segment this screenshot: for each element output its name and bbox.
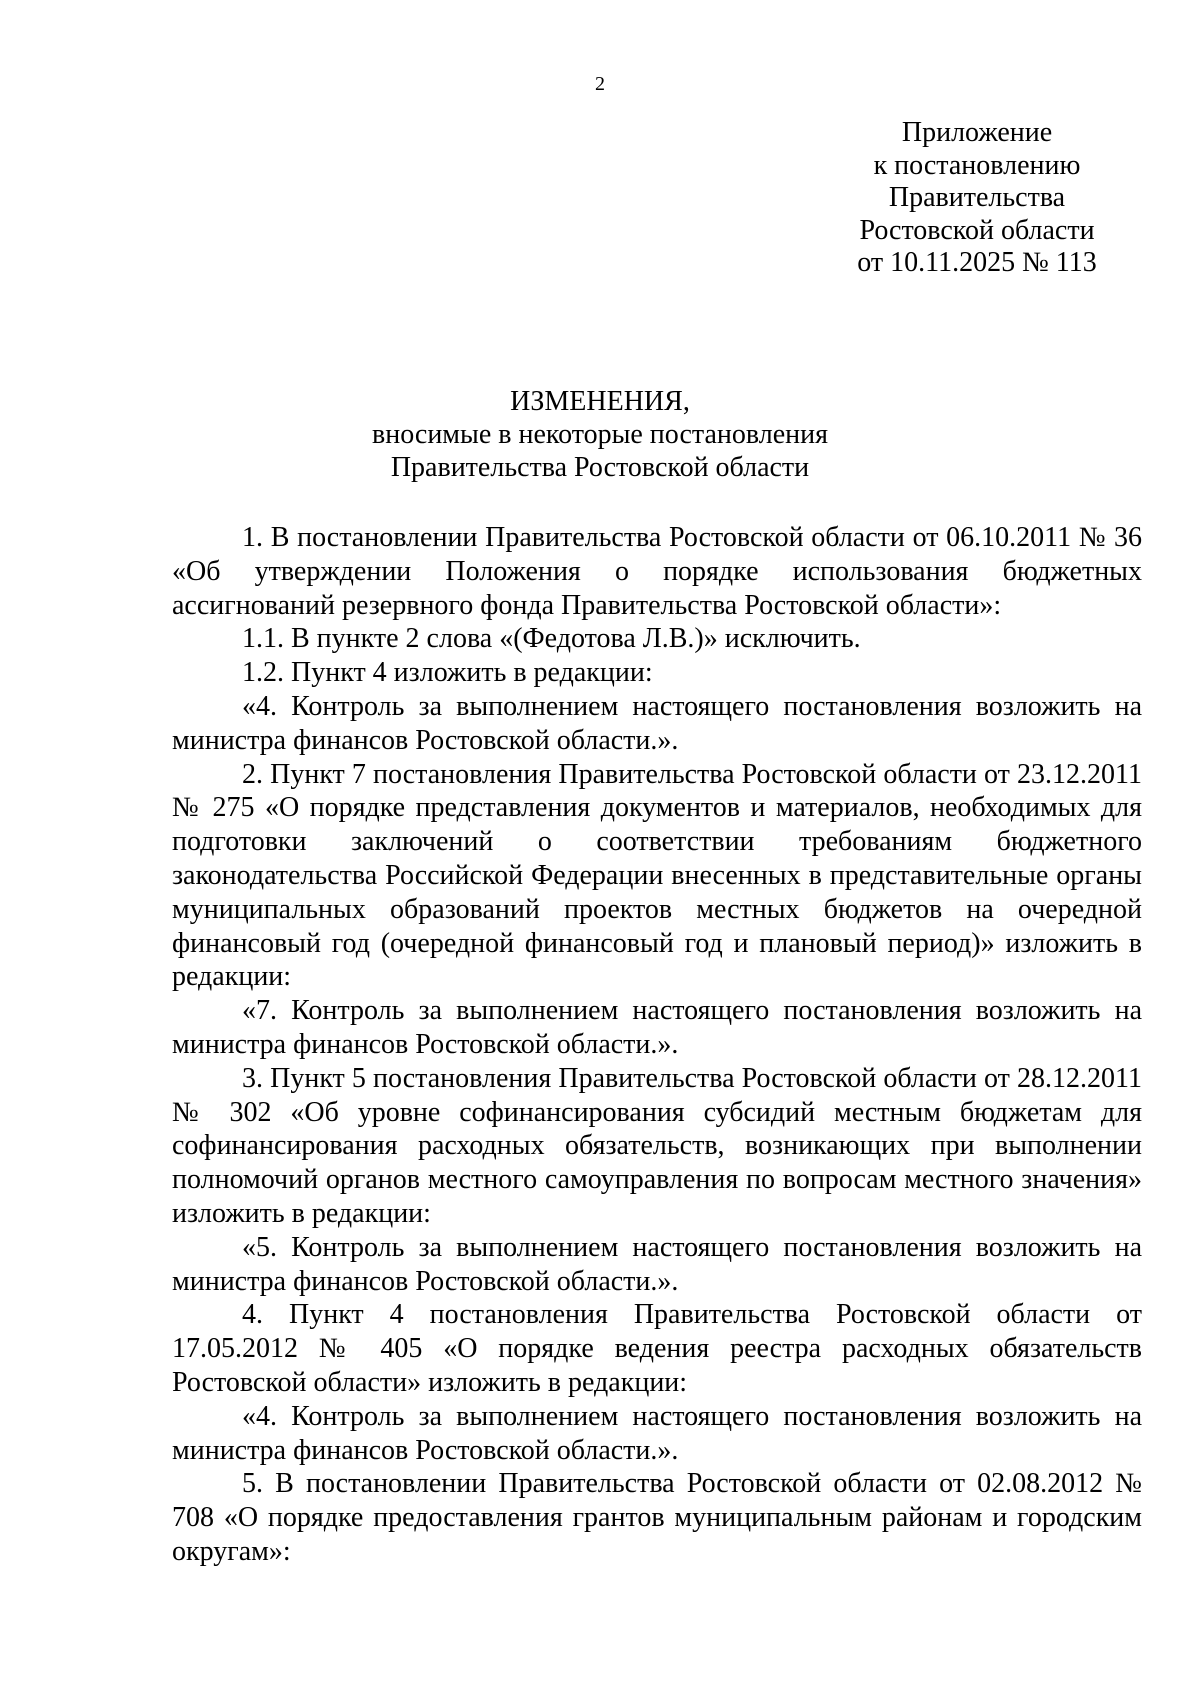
paragraph: «5. Контроль за выполнением настоящего постановления возложить на министра финансов Ростовской области.».: [172, 1231, 1142, 1297]
paragraph: 4. Пункт 4 постановления Правительства Ростовской области от 17.05.2012 № 405 «О порядке ведения реестра расходных обязательств Ростовской области» изложить в редакции:: [172, 1299, 1142, 1398]
title-subtitle-line: Правительства Ростовской области: [390, 452, 810, 483]
appendix-line: к постановлению: [873, 149, 1081, 181]
appendix-line: Ростовской области: [859, 214, 1095, 246]
appendix-line: от 10.11.2025 № 113: [857, 247, 1097, 278]
paragraph: «4. Контроль за выполнением настоящего постановления возложить на министра финансов Ростовской области.».: [172, 1400, 1142, 1466]
document-body: [172, 521, 1142, 1569]
paragraph: 2. Пункт 7 постановления Правительства Ростовской области от 23.12.2011 № 275 «О порядке представления документов и материалов, необходимых для подготовки заключений о соответствии требованиям бюджетного законодательства Российской Федерации внесенных в представительные органы муниципальных образований проектов местных бюджетов на очередной финансовый год (очередной финансовый год и плановый период)» изложить в редакции:: [172, 758, 1142, 993]
paragraph: 1.2. Пункт 4 изложить в редакции:: [242, 657, 653, 689]
document-title: [0, 385, 1200, 484]
title-subtitle-line: вносимые в некоторые постановления: [371, 419, 829, 450]
paragraph: «4. Контроль за выполнением настоящего постановления возложить на министра финансов Ростовской области.».: [172, 690, 1142, 756]
appendix-line: Правительства: [888, 182, 1066, 213]
appendix-block: [852, 117, 1102, 280]
title-heading: ИЗМЕНЕНИЯ,: [510, 386, 690, 417]
paragraph: 1.1. В пункте 2 слова «(Федотова Л.В.)» исключить.: [242, 623, 861, 655]
paragraph: 5. В постановлении Правительства Ростовской области от 02.08.2012 № 708 «О порядке предоставления грантов муниципальным районам и городским округам»:: [172, 1468, 1142, 1567]
appendix-line: Приложение: [901, 117, 1053, 148]
paragraph: «7. Контроль за выполнением настоящего постановления возложить на министра финансов Ростовской области.».: [172, 995, 1142, 1060]
paragraph: 1. В постановлении Правительства Ростовской области от 06.10.2011 № 36 «Об утверждении Положения о порядке использования бюджетных ассигнований резервного фонда Правительства Ростовской области»:: [172, 522, 1142, 621]
page-number: 2: [595, 73, 605, 95]
paragraph: 3. Пункт 5 постановления Правительства Ростовской области от 28.12.2011 № 302 «Об уровне софинансирования субсидий местным бюджетам для софинансирования расходных обязательств, возникающих при выполнении полномочий органов местного самоуправления по вопросам местного значения» изложить в редакции:: [172, 1062, 1142, 1229]
